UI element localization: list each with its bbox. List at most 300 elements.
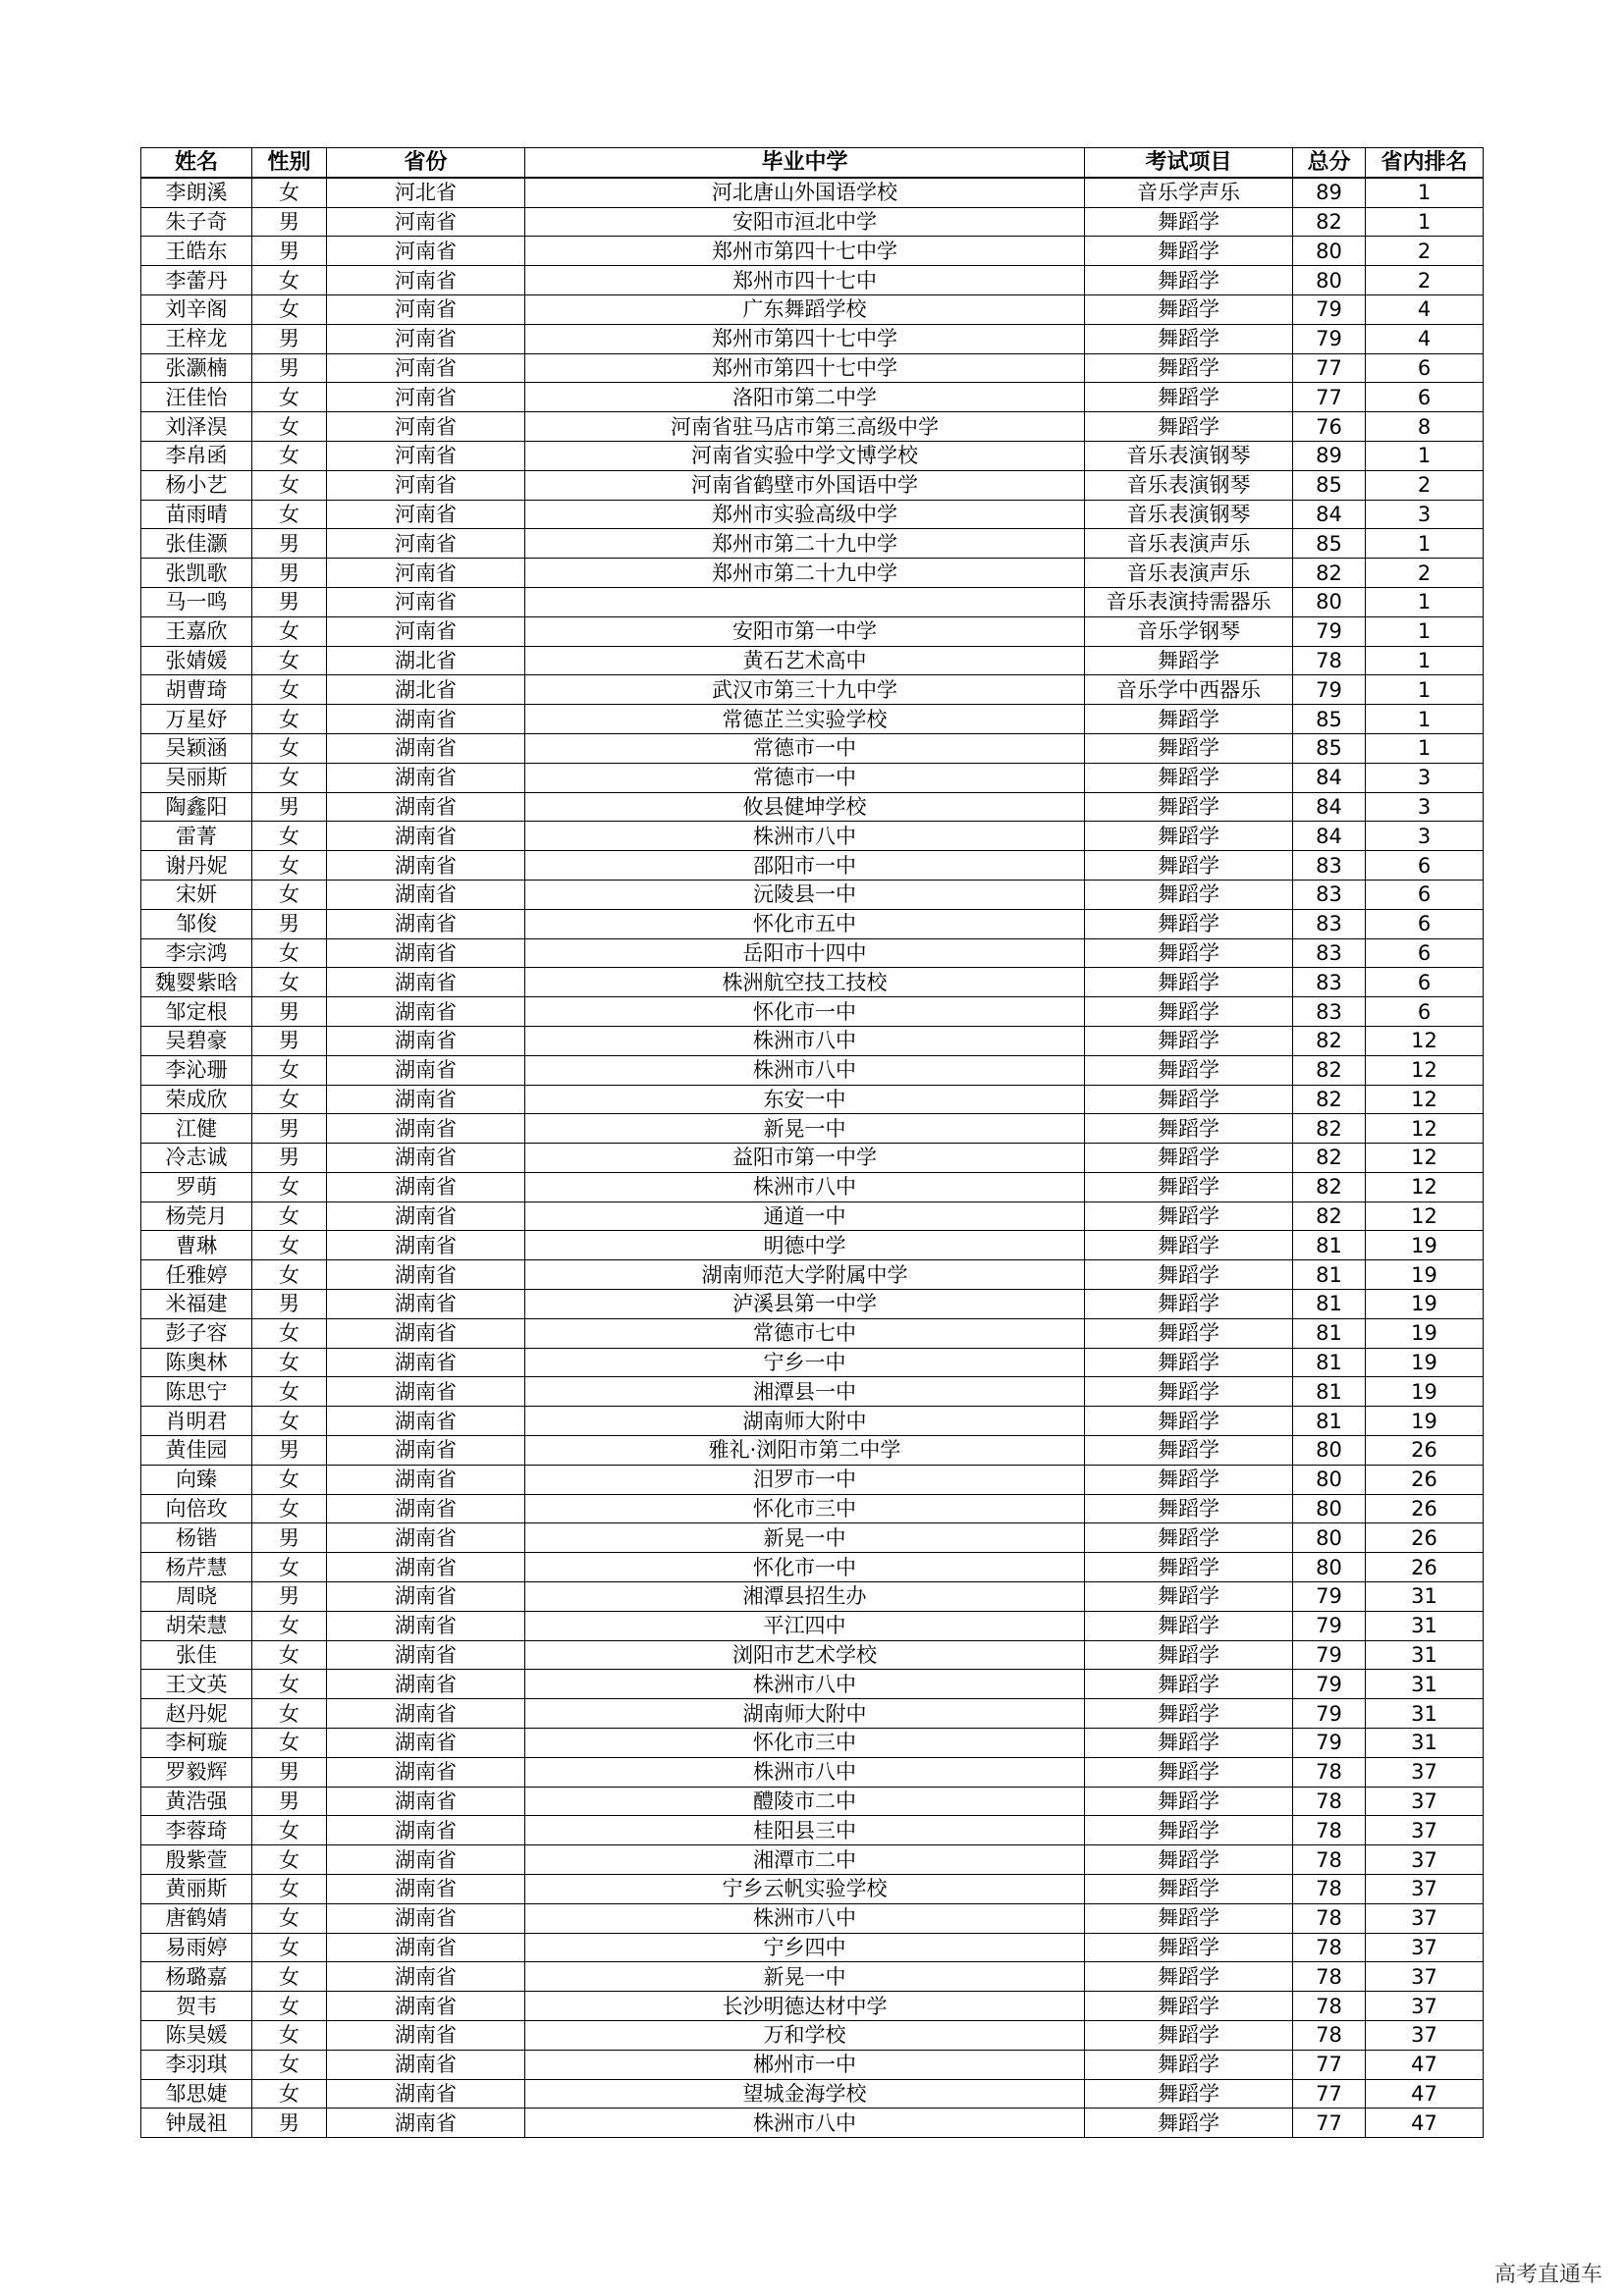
cell-school: 常德市七中 [525,1318,1085,1348]
cell-name: 张婧媛 [141,646,252,675]
table-row [141,2050,1484,2079]
cell-name: 李蕾丹 [141,266,252,295]
table-row [141,1318,1484,1348]
table-row [141,1903,1484,1933]
cell-exam-subject: 舞蹈学 [1085,1318,1293,1348]
table-row [141,237,1484,266]
cell-exam-subject: 舞蹈学 [1085,763,1293,792]
cell-total-score: 79 [1293,1582,1366,1612]
cell-school: 新晃一中 [525,1114,1085,1144]
cell-name: 杨芹慧 [141,1553,252,1582]
cell-school: 醴陵市二中 [525,1787,1085,1816]
cell-school: 新晃一中 [525,1523,1085,1553]
table-row [141,1787,1484,1816]
cell-province: 湖北省 [327,646,525,675]
cell-total-score: 89 [1293,178,1366,207]
cell-gender: 女 [252,294,327,324]
cell-school: 长沙明德达材中学 [525,1992,1085,2021]
cell-province-rank: 1 [1366,616,1484,646]
cell-exam-subject: 舞蹈学 [1085,822,1293,851]
cell-province-rank: 6 [1366,880,1484,909]
cell-province-rank: 26 [1366,1465,1484,1494]
cell-name: 唐鹤婧 [141,1903,252,1933]
cell-total-score: 80 [1293,1494,1366,1523]
cell-name: 陶鑫阳 [141,792,252,822]
table-row [141,1757,1484,1787]
cell-name: 江健 [141,1114,252,1144]
cell-exam-subject: 舞蹈学 [1085,1348,1293,1377]
cell-province: 湖南省 [327,968,525,997]
cell-province-rank: 6 [1366,997,1484,1027]
cell-name: 肖明君 [141,1407,252,1436]
cell-province-rank: 1 [1366,587,1484,616]
cell-school: 株洲市八中 [525,1757,1085,1787]
cell-school: 株洲市八中 [525,1026,1085,1055]
cell-gender: 女 [252,763,327,792]
cell-province: 湖南省 [327,1670,525,1699]
table-row [141,616,1484,646]
table-row [141,2109,1484,2138]
table-row [141,1494,1484,1523]
cell-gender: 男 [252,1523,327,1553]
cell-total-score: 77 [1293,2050,1366,2079]
cell-school: 宁乡四中 [525,1933,1085,1962]
cell-school: 怀化市三中 [525,1729,1085,1758]
cell-province: 湖南省 [327,1436,525,1466]
table-row [141,2079,1484,2109]
cell-total-score: 78 [1293,1903,1366,1933]
cell-province: 湖南省 [327,1640,525,1670]
cell-gender: 女 [252,2079,327,2109]
cell-province: 河南省 [327,587,525,616]
cell-province-rank: 12 [1366,1172,1484,1201]
cell-province: 湖南省 [327,1465,525,1494]
cell-name: 刘泽淏 [141,412,252,442]
header-name: 姓名 [141,148,252,178]
cell-exam-subject: 舞蹈学 [1085,792,1293,822]
cell-exam-subject: 音乐表演持需器乐 [1085,587,1293,616]
cell-province: 河南省 [327,441,525,470]
cell-province-rank: 12 [1366,1055,1484,1085]
cell-exam-subject: 音乐学声乐 [1085,178,1293,207]
cell-province: 河南省 [327,559,525,588]
table-row [141,1670,1484,1699]
cell-name: 彭子容 [141,1318,252,1348]
cell-school: 郑州市实验高级中学 [525,500,1085,529]
cell-province: 湖南省 [327,880,525,909]
cell-name: 罗毅辉 [141,1757,252,1787]
cell-province-rank: 31 [1366,1611,1484,1640]
cell-school: 东安一中 [525,1085,1085,1114]
cell-province: 湖南省 [327,1699,525,1729]
cell-gender: 男 [252,559,327,588]
cell-province: 河南省 [327,470,525,500]
cell-province: 湖南省 [327,1144,525,1173]
cell-province: 湖南省 [327,2109,525,2138]
cell-name: 李柯璇 [141,1729,252,1758]
watermark: 高考直通车 [1493,2263,1602,2287]
table-row [141,705,1484,734]
cell-exam-subject: 音乐表演钢琴 [1085,500,1293,529]
cell-gender: 男 [252,1144,327,1173]
cell-gender: 女 [252,1640,327,1670]
cell-exam-subject: 舞蹈学 [1085,294,1293,324]
cell-province-rank: 26 [1366,1553,1484,1582]
cell-exam-subject: 舞蹈学 [1085,1114,1293,1144]
cell-exam-subject: 舞蹈学 [1085,880,1293,909]
cell-province: 湖南省 [327,763,525,792]
table-row [141,559,1484,588]
cell-gender: 女 [252,441,327,470]
cell-total-score: 84 [1293,822,1366,851]
cell-province-rank: 1 [1366,441,1484,470]
cell-name: 谢丹妮 [141,851,252,881]
cell-province-rank: 2 [1366,559,1484,588]
cell-total-score: 81 [1293,1348,1366,1377]
cell-gender: 女 [252,1085,327,1114]
cell-total-score: 80 [1293,1523,1366,1553]
cell-name: 张灏楠 [141,353,252,383]
cell-name: 王皓东 [141,237,252,266]
cell-exam-subject: 舞蹈学 [1085,1144,1293,1173]
cell-exam-subject: 舞蹈学 [1085,1845,1293,1875]
cell-total-score: 80 [1293,1553,1366,1582]
cell-school: 洛阳市第二中学 [525,383,1085,412]
cell-school: 怀化市三中 [525,1494,1085,1523]
cell-exam-subject: 舞蹈学 [1085,851,1293,881]
cell-total-score: 89 [1293,441,1366,470]
cell-name: 王文英 [141,1670,252,1699]
cell-exam-subject: 舞蹈学 [1085,733,1293,763]
cell-name: 米福建 [141,1290,252,1319]
cell-exam-subject: 舞蹈学 [1085,997,1293,1027]
cell-school: 怀化市五中 [525,909,1085,938]
cell-name: 胡曹琦 [141,675,252,705]
cell-name: 朱子奇 [141,207,252,237]
table-row [141,1085,1484,1114]
cell-province: 湖南省 [327,1933,525,1962]
cell-exam-subject: 舞蹈学 [1085,1582,1293,1612]
cell-exam-subject: 音乐学中西器乐 [1085,675,1293,705]
cell-gender: 女 [252,1494,327,1523]
table-row [141,880,1484,909]
cell-name: 李羽琪 [141,2050,252,2079]
cell-province: 湖南省 [327,2050,525,2079]
cell-total-score: 83 [1293,909,1366,938]
cell-total-score: 81 [1293,1260,1366,1290]
cell-school: 平江四中 [525,1611,1085,1640]
cell-school: 河南省鹤壁市外国语中学 [525,470,1085,500]
cell-total-score: 83 [1293,880,1366,909]
cell-school: 武汉市第三十九中学 [525,675,1085,705]
table-row [141,383,1484,412]
cell-province: 湖南省 [327,733,525,763]
cell-gender: 女 [252,1318,327,1348]
cell-gender: 女 [252,1845,327,1875]
cell-name: 赵丹妮 [141,1699,252,1729]
cell-province: 湖南省 [327,851,525,881]
cell-exam-subject: 舞蹈学 [1085,646,1293,675]
cell-exam-subject: 舞蹈学 [1085,2079,1293,2109]
cell-school: 常德芷兰实验学校 [525,705,1085,734]
cell-total-score: 82 [1293,1172,1366,1201]
cell-province-rank: 6 [1366,851,1484,881]
cell-gender: 女 [252,2050,327,2079]
cell-name: 荣成欣 [141,1085,252,1114]
table-row [141,1172,1484,1201]
cell-gender: 女 [252,1407,327,1436]
cell-school [525,587,1085,616]
cell-school: 宁乡云帆实验学校 [525,1875,1085,1904]
cell-province-rank: 4 [1366,324,1484,353]
cell-gender: 女 [252,383,327,412]
cell-province-rank: 37 [1366,1992,1484,2021]
table-row [141,207,1484,237]
cell-gender: 女 [252,1903,327,1933]
cell-province: 湖南省 [327,822,525,851]
table-row [141,587,1484,616]
cell-province-rank: 6 [1366,353,1484,383]
table-row [141,968,1484,997]
cell-gender: 女 [252,616,327,646]
cell-name: 杨锴 [141,1523,252,1553]
table-row [141,412,1484,442]
table-row [141,1729,1484,1758]
cell-province-rank: 6 [1366,383,1484,412]
cell-name: 王嘉欣 [141,616,252,646]
cell-province: 湖南省 [327,1290,525,1319]
cell-total-score: 83 [1293,968,1366,997]
cell-school: 湖南师大附中 [525,1699,1085,1729]
cell-gender: 男 [252,1026,327,1055]
cell-school: 湘潭县招生办 [525,1582,1085,1612]
cell-school: 郑州市四十七中 [525,266,1085,295]
cell-province: 湖南省 [327,1055,525,1085]
cell-gender: 女 [252,1962,327,1992]
cell-gender: 女 [252,1201,327,1231]
cell-school: 万和学校 [525,2021,1085,2051]
table-row [141,1933,1484,1962]
cell-total-score: 78 [1293,1992,1366,2021]
cell-province-rank: 2 [1366,470,1484,500]
cell-gender: 女 [252,1875,327,1904]
table-row [141,1816,1484,1845]
cell-province: 湖南省 [327,1348,525,1377]
cell-total-score: 78 [1293,1962,1366,1992]
cell-gender: 女 [252,1553,327,1582]
cell-total-score: 83 [1293,938,1366,968]
cell-total-score: 78 [1293,1933,1366,1962]
cell-school: 郑州市第四十七中学 [525,353,1085,383]
cell-total-score: 81 [1293,1318,1366,1348]
cell-province: 湖南省 [327,1494,525,1523]
cell-exam-subject: 舞蹈学 [1085,1816,1293,1845]
cell-province-rank: 1 [1366,529,1484,559]
cell-total-score: 78 [1293,1875,1366,1904]
cell-province-rank: 12 [1366,1144,1484,1173]
cell-school: 河北唐山外国语学校 [525,178,1085,207]
cell-name: 冷志诚 [141,1144,252,1173]
cell-total-score: 78 [1293,1787,1366,1816]
cell-school: 湖南师范大学附属中学 [525,1260,1085,1290]
table-row [141,470,1484,500]
table-row [141,1144,1484,1173]
cell-province-rank: 31 [1366,1582,1484,1612]
cell-school: 泸溪县第一中学 [525,1290,1085,1319]
cell-gender: 女 [252,851,327,881]
header-gender: 性别 [252,148,327,178]
cell-province: 湖南省 [327,1611,525,1640]
cell-school: 郴州市一中 [525,2050,1085,2079]
cell-school: 桂阳县三中 [525,1816,1085,1845]
cell-school: 常德市一中 [525,733,1085,763]
cell-exam-subject: 音乐表演声乐 [1085,529,1293,559]
cell-total-score: 80 [1293,237,1366,266]
cell-province-rank: 19 [1366,1231,1484,1260]
cell-school: 株洲航空技工技校 [525,968,1085,997]
cell-total-score: 80 [1293,587,1366,616]
cell-exam-subject: 舞蹈学 [1085,1055,1293,1085]
cell-total-score: 77 [1293,353,1366,383]
cell-province-rank: 12 [1366,1085,1484,1114]
cell-province: 湖南省 [327,1729,525,1758]
cell-total-score: 82 [1293,1055,1366,1085]
cell-total-score: 82 [1293,559,1366,588]
cell-school: 湘潭县一中 [525,1377,1085,1407]
cell-province: 河南省 [327,616,525,646]
cell-exam-subject: 舞蹈学 [1085,1465,1293,1494]
cell-name: 吴丽斯 [141,763,252,792]
cell-school: 汨罗市一中 [525,1465,1085,1494]
cell-school: 广东舞蹈学校 [525,294,1085,324]
cell-gender: 女 [252,880,327,909]
cell-total-score: 81 [1293,1407,1366,1436]
cell-province-rank: 4 [1366,294,1484,324]
table-row [141,1992,1484,2021]
cell-province: 湖南省 [327,1318,525,1348]
cell-name: 王梓龙 [141,324,252,353]
cell-exam-subject: 舞蹈学 [1085,1611,1293,1640]
cell-province-rank: 37 [1366,2021,1484,2051]
cell-exam-subject: 舞蹈学 [1085,1699,1293,1729]
cell-total-score: 82 [1293,207,1366,237]
cell-province-rank: 37 [1366,1757,1484,1787]
table-header [141,148,1484,178]
cell-exam-subject: 舞蹈学 [1085,266,1293,295]
cell-province-rank: 1 [1366,207,1484,237]
cell-province: 湖南省 [327,1845,525,1875]
table-row [141,1114,1484,1144]
cell-total-score: 81 [1293,1377,1366,1407]
cell-school: 益阳市第一中学 [525,1144,1085,1173]
cell-school: 郑州市第四十七中学 [525,237,1085,266]
cell-total-score: 79 [1293,1611,1366,1640]
cell-school: 常德市一中 [525,763,1085,792]
cell-gender: 女 [252,470,327,500]
cell-province-rank: 26 [1366,1523,1484,1553]
cell-province-rank: 8 [1366,412,1484,442]
cell-province: 湖南省 [327,1582,525,1612]
cell-province-rank: 2 [1366,237,1484,266]
cell-gender: 男 [252,237,327,266]
cell-province: 湖南省 [327,938,525,968]
cell-name: 刘辛阁 [141,294,252,324]
cell-school: 通道一中 [525,1201,1085,1231]
cell-province: 河南省 [327,353,525,383]
table-row [141,1436,1484,1466]
cell-gender: 女 [252,675,327,705]
table-row [141,1962,1484,1992]
cell-name: 殷紫萱 [141,1845,252,1875]
cell-province-rank: 2 [1366,266,1484,295]
cell-school: 攸县健坤学校 [525,792,1085,822]
cell-total-score: 85 [1293,733,1366,763]
cell-province-rank: 26 [1366,1436,1484,1466]
cell-province: 河南省 [327,266,525,295]
cell-total-score: 85 [1293,529,1366,559]
cell-province: 河南省 [327,383,525,412]
cell-gender: 男 [252,792,327,822]
cell-province: 湖南省 [327,1260,525,1290]
cell-exam-subject: 音乐表演声乐 [1085,559,1293,588]
cell-total-score: 78 [1293,2021,1366,2051]
cell-name: 易雨婷 [141,1933,252,1962]
table-row [141,822,1484,851]
cell-province: 河南省 [327,207,525,237]
cell-school: 怀化市一中 [525,997,1085,1027]
cell-province: 湖南省 [327,1377,525,1407]
cell-province-rank: 1 [1366,733,1484,763]
cell-province: 湖南省 [327,705,525,734]
cell-province: 湖南省 [327,909,525,938]
cell-exam-subject: 舞蹈学 [1085,909,1293,938]
table-row [141,851,1484,881]
cell-gender: 男 [252,997,327,1027]
cell-province: 湖南省 [327,1816,525,1845]
cell-province-rank: 26 [1366,1494,1484,1523]
cell-name: 万星妤 [141,705,252,734]
cell-province: 河南省 [327,324,525,353]
cell-gender: 女 [252,178,327,207]
cell-school: 浏阳市艺术学校 [525,1640,1085,1670]
cell-name: 雷菁 [141,822,252,851]
cell-gender: 男 [252,207,327,237]
cell-exam-subject: 舞蹈学 [1085,1085,1293,1114]
cell-exam-subject: 舞蹈学 [1085,938,1293,968]
cell-province: 河南省 [327,294,525,324]
cell-school: 沅陵县一中 [525,880,1085,909]
cell-name: 张凯歌 [141,559,252,588]
cell-province-rank: 12 [1366,1026,1484,1055]
header-school: 毕业中学 [525,148,1085,178]
cell-province: 湖南省 [327,1114,525,1144]
cell-gender: 女 [252,1377,327,1407]
cell-total-score: 79 [1293,675,1366,705]
cell-name: 向倍玫 [141,1494,252,1523]
table-row [141,1231,1484,1260]
cell-name: 曹琳 [141,1231,252,1260]
cell-name: 汪佳怡 [141,383,252,412]
cell-province: 湖南省 [327,1992,525,2021]
cell-province-rank: 6 [1366,938,1484,968]
table-row [141,733,1484,763]
cell-province-rank: 47 [1366,2079,1484,2109]
cell-province-rank: 31 [1366,1729,1484,1758]
cell-gender: 男 [252,1436,327,1466]
cell-school: 安阳市第一中学 [525,616,1085,646]
table-row [141,1611,1484,1640]
cell-exam-subject: 音乐表演钢琴 [1085,441,1293,470]
